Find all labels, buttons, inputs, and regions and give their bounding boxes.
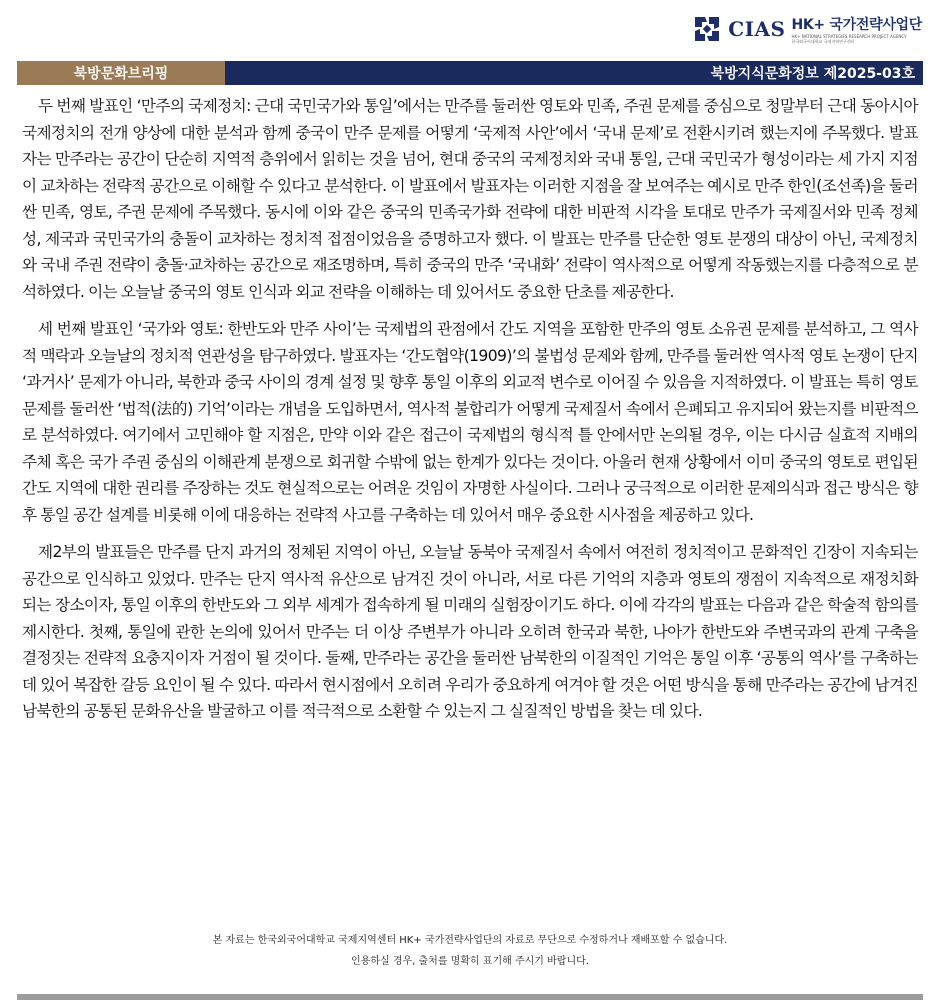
document-body xyxy=(22,93,918,736)
org-sub-en: HK+ NATIONAL STRATEGIES RESEARCH PROJECT AGENCY xyxy=(791,34,907,39)
paragraph-1: 두 번째 발표인 ‘만주의 국제정치: 근대 국민국가와 통일’에서는 만주를 둘러싼 영토와 민족, 주권 문제를 중심으로 청말부터 근대 동아시아 국제정치의 전개 양상에 대한 분석과 함께 중국이 만주 문제를 어떻게 ‘국제적 사안’에서 ‘국내 문제’로 전환시키려 했는지에 주목했다. 발표자는 만주라는 공간이 단순히 지역적 층위에서 읽히는 것을 넘어, 현대 중국의 국제정치와 국내 통일, 근대 국민국가 형성이라는 세 가지 지점이 교차하는 전략적 공간으로 이해할 수 있다고 분석한다. 이 발표에서 발표자는 이러한 지점을 잘 보여주는 예시로 만주 한인(조선족)을 둘러싼 민족, 영토, 주권 문제에 주목했다. 동시에 이와 같은 중국의 민족국가화 전략에 대한 비판적 시각을 토대로 만주가 국제질서와 민족 정체성, 제국과 국민국가의 충돌이 교차하는 정치적 접점이었음을 증명하고자 했다. 이 발표는 만주를 단순한 영토 분쟁의 대상이 아닌, 국제정치와 국내 주권 전략이 충돌·교차하는 공간으로 재조명하며, 특히 중국의 만주 ‘국내화’ 전략이 역사적으로 어떻게 작동했는지를 다층적으로 분석하였다. 이는 오늘날 중국의 영토 인식과 외교 전략을 이해하는 데 있어서도 중요한 단초를 제공한다. xyxy=(22,97,918,301)
cias-logo xyxy=(692,14,922,44)
section-label: 북방문화브리핑 xyxy=(17,61,225,85)
cias-emblem-icon xyxy=(692,14,722,44)
paragraph-2: 세 번째 발표인 ‘국가와 영토: 한반도와 만주 사이’는 국제법의 관점에서 간도 지역을 포함한 만주의 영토 소유권 문제를 분석하고, 그 역사적 맥락과 오늘날의 정치적 연관성을 탐구하였다. 발표자는 ‘간도협약(1909)’의 불법성 문제와 함께, 만주를 둘러싼 역사적 영토 논쟁이 단지 ‘과거사’ 문제가 아니라, 북한과 중국 사이의 경계 설정 및 향후 통일 이후의 외교적 변수로 이어질 수 있음을 지적하였다. 이 발표는 특히 영토 문제를 둘러싼 ‘법적(法的) 기억’이라는 개념을 도입하면서, 역사적 불합리가 어떻게 국제질서 속에서 은폐되고 유지되어 왔는지를 비판적으로 분석하였다. 여기에서 고민해야 할 지점은, 만약 이와 같은 접근이 국제법의 형식적 틀 안에서만 논의될 경우, 이는 다시금 실효적 지배의 주체 혹은 국가 주권 중심의 이해관계 분쟁으로 회귀할 수밖에 없는 한계가 있다는 것이다. 아울러 현재 상황에서 이미 중국의 영토로 편입된 간도 지역에 대한 권리를 주장하는 것도 현실적으로는 어려운 것임이 자명한 사실이다. 그러나 궁극적으로 이러한 문제의식과 접근 방식은 향후 통일 공간 설계를 비롯해 이에 대응하는 전략적 사고를 구축하는 데 있어서 매우 중요한 시사점을 제공하고 있다. xyxy=(22,320,918,524)
issue-label: 북방지식문화정보 제2025-03호 xyxy=(225,61,923,85)
footer-line-2: 인용하실 경우, 출처를 명확히 표기해 주시기 바랍니다. xyxy=(351,956,589,967)
paragraph-3: 제2부의 발표들은 만주를 단지 과거의 정체된 지역이 아닌, 오늘날 동북아 국제질서 속에서 여전히 정치적이고 문화적인 긴장이 지속되는 공간으로 인식하고 있었다. 만주는 단지 역사적 유산으로 남겨진 것이 아니라, 서로 다른 기억의 지층과 영토의 쟁점이 지속적으로 재정치화되는 장소이자, 통일 이후의 한반도와 그 외부 세계가 접속하게 될 미래의 실험장이기도 하다. 이에 각각의 발표는 다음과 같은 학술적 함의를 제시한다. 첫째, 통일에 관한 논의에 있어서 만주는 더 이상 주변부가 아니라 오히려 한국과 북한, 나아가 한반도와 주변국과의 관계 구축을 결정짓는 전략적 요충지이자 거점이 될 것이다. 둘째, 만주라는 공간을 둘러싼 남북한의 이질적인 기억은 통일 이후 ‘공통의 역사’를 구축하는 데 있어 복잡한 갈등 요인이 될 수 있다. 따라서 현시점에서 오히려 우리가 중요하게 여겨야 할 것은 어떤 방식을 통해 만주라는 공간에 남겨진 남북한의 공통된 문화유산을 발굴하고 이를 적극적으로 소환할 수 있는지 그 실질적인 방법을 찾는 데 있다. xyxy=(22,543,918,720)
logo-org-block xyxy=(791,14,922,44)
bottom-divider xyxy=(17,994,923,1000)
org-name: HK+ 국가전략사업단 xyxy=(791,17,922,33)
footer-notice xyxy=(0,930,940,972)
header-banner xyxy=(17,61,923,85)
logo-cias-text: CIAS xyxy=(728,17,786,41)
footer-line-1: 본 자료는 한국외국어대학교 국제지역센터 HK+ 국가전략사업단의 자료로 무단으로 수정하거나 재배포할 수 없습니다. xyxy=(212,935,728,946)
org-sub-kr: 한국외국어대학교 국제지역연구센터 xyxy=(791,39,855,44)
